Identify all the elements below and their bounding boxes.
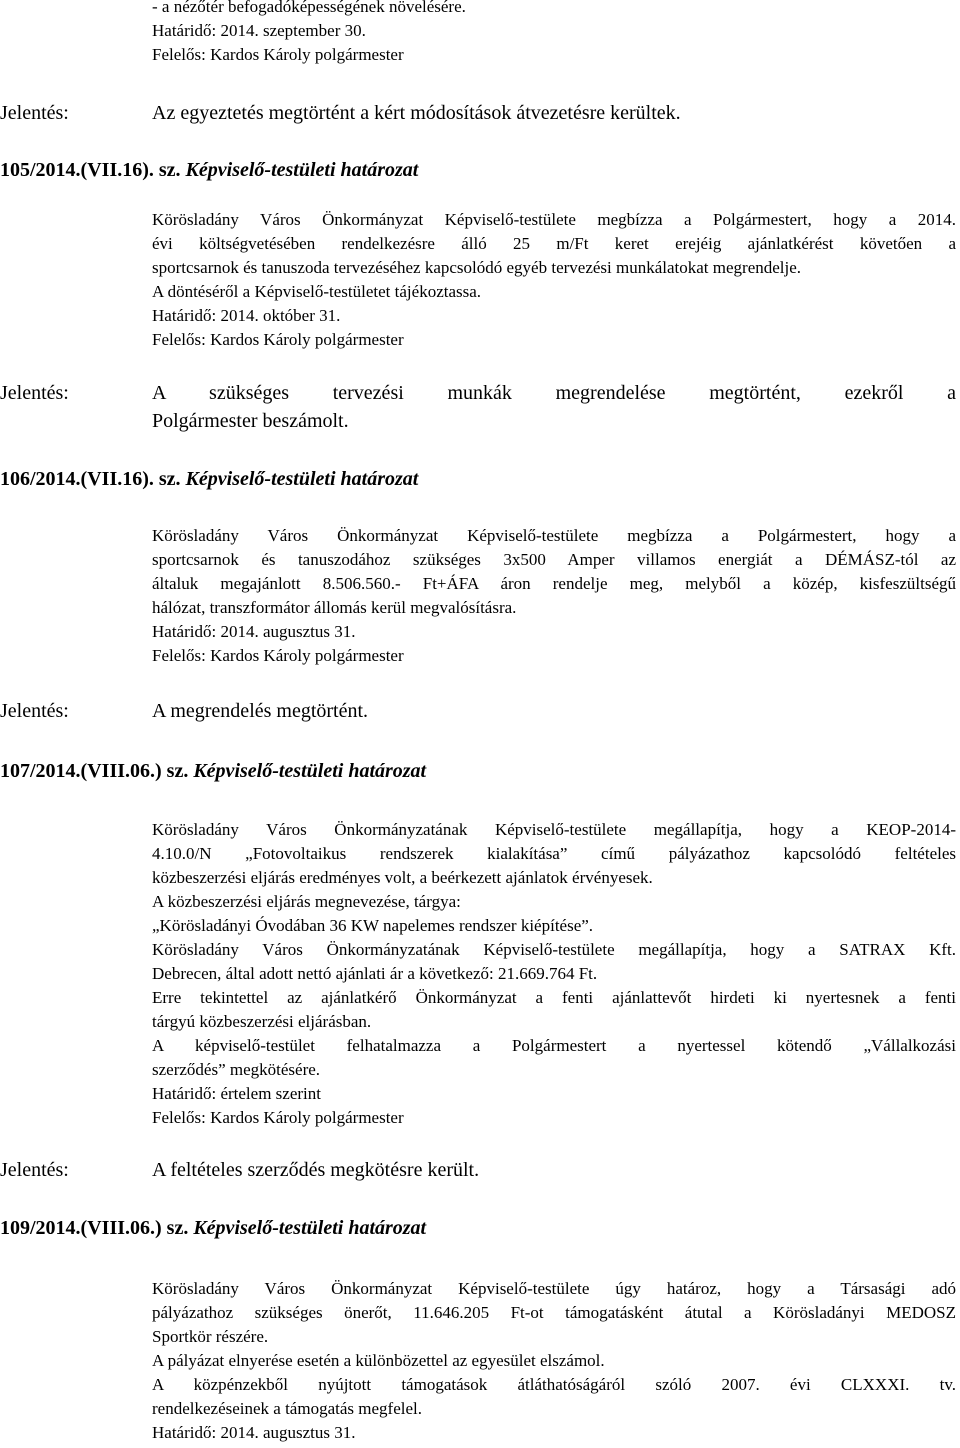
body-text-line: „Körösladányi Óvodában 36 KW napelemes rendszer kiépítése”. xyxy=(152,916,594,935)
body-text-line: A közpénzekből nyújtott támogatások átláthatóságáról szóló 2007. évi CLXXXI. tv. xyxy=(152,1375,956,1394)
responsible-line: Felelős: Kardos Károly polgármester xyxy=(152,45,404,64)
responsible-line: Felelős: Kardos Károly polgármester xyxy=(152,1108,404,1127)
resolution-number: 107/2014.(VIII.06.) sz. xyxy=(0,760,189,782)
body-text-line: Körösladány Város Önkormányzat Képviselő-testülete úgy határoz, hogy a Társasági adó xyxy=(152,1279,956,1298)
body-text-line: A közbeszerzési eljárás megnevezése, tárgya: xyxy=(152,892,461,911)
deadline-line: Határidő: értelem szerint xyxy=(152,1084,321,1103)
report-text: Polgármester beszámolt. xyxy=(152,410,349,432)
body-text-line: sportcsarnok és tanuszoda tervezéséhez kapcsolódó egyéb tervezési munkálatokat megrendelje. xyxy=(152,258,802,277)
report-label: Jelentés: xyxy=(0,102,69,124)
resolution-title: Képviselő-testületi határozat xyxy=(193,760,427,782)
resolution-heading xyxy=(0,758,426,784)
body-text-line: Körösladány Város Önkormányzat Képviselő-testülete megbízza a Polgármestert, hogy a xyxy=(152,526,956,545)
resolution-number: 105/2014.(VII.16). sz. xyxy=(0,159,181,181)
body-text-line: tárgyú közbeszerzési eljárásban. xyxy=(152,1012,372,1031)
resolution-heading xyxy=(0,157,418,183)
report-text: A megrendelés megtörtént. xyxy=(152,700,369,722)
body-text-line: Körösladány Város Önkormányzatának Képviselő-testülete megállapítja, hogy a SATRAX Kft. xyxy=(152,940,956,959)
report-label: Jelentés: xyxy=(0,700,69,722)
report-text: A feltételes szerződés megkötésre került. xyxy=(152,1159,480,1181)
deadline-line: Határidő: 2014. augusztus 31. xyxy=(152,1423,356,1442)
body-text-line: A képviselő-testület felhatalmazza a Polgármestert a nyertessel kötendő „Vállalkozási xyxy=(152,1036,956,1055)
report-text: Az egyeztetés megtörtént a kért módosítások átvezetésre kerültek. xyxy=(152,102,681,124)
body-text-line: Körösladány Város Önkormányzatának Képviselő-testülete megállapítja, hogy a KEOP-2014- xyxy=(152,820,956,839)
report-text: A szükséges tervezési munkák megrendelése megtörtént, ezekről a xyxy=(152,382,956,404)
body-text-line: Debrecen, által adott nettó ajánlati ár a következő: 21.669.764 Ft. xyxy=(152,964,598,983)
body-text-line: hálózat, transzformátor állomás kerül megvalósításra. xyxy=(152,598,517,617)
deadline-line: Határidő: 2014. október 31. xyxy=(152,306,341,325)
body-text-line: A pályázat elnyerése esetén a különbözettel az egyesület elszámol. xyxy=(152,1351,605,1370)
report-label: Jelentés: xyxy=(0,382,69,404)
responsible-line: Felelős: Kardos Károly polgármester xyxy=(152,646,404,665)
body-text-line: pályázathoz szükséges önerőt, 11.646.205 Ft-ot támogatásként átutal a Körösladányi MEDOSZ xyxy=(152,1303,956,1322)
body-text-line: A döntéséről a Képviselő-testületet tájékoztassa. xyxy=(152,282,482,301)
resolution-heading xyxy=(0,1215,426,1241)
body-text-line: sportcsarnok és tanuszodához szükséges 3x500 Amper villamos energiát a DÉMÁSZ-tól az xyxy=(152,550,956,569)
body-text-line: évi költségvetésében rendelkezésre álló 25 m/Ft keret erejéig ajánlatkérést követően a xyxy=(152,234,956,253)
responsible-line: Felelős: Kardos Károly polgármester xyxy=(152,330,404,349)
body-text-line: általuk megajánlott 8.506.560.- Ft+ÁFA áron rendelje meg, melyből a közép, kisfeszültségű xyxy=(152,574,956,593)
resolution-title: Képviselő-testületi határozat xyxy=(185,468,419,490)
deadline-line: Határidő: 2014. szeptember 30. xyxy=(152,21,366,40)
resolution-number: 109/2014.(VIII.06.) sz. xyxy=(0,1217,189,1239)
body-text-line: Körösladány Város Önkormányzat Képviselő-testülete megbízza a Polgármestert, hogy a 2014. xyxy=(152,210,956,229)
resolution-heading xyxy=(0,466,418,492)
resolution-number: 106/2014.(VII.16). sz. xyxy=(0,468,181,490)
body-text-line: 4.10.0/N „Fotovoltaikus rendszerek kialakítása” című pályázathoz kapcsolódó feltételes xyxy=(152,844,956,863)
deadline-line: Határidő: 2014. augusztus 31. xyxy=(152,622,356,641)
body-text-line: szerződés” megkötésére. xyxy=(152,1060,321,1079)
body-text-line: rendelkezéseinek a támogatás megfelel. xyxy=(152,1399,422,1418)
resolution-title: Képviselő-testületi határozat xyxy=(193,1217,427,1239)
resolution-title: Képviselő-testületi határozat xyxy=(185,159,419,181)
body-text-line: Sportkör részére. xyxy=(152,1327,269,1346)
body-text-line: Erre tekintettel az ajánlatkérő Önkormányzat a fenti ajánlattevőt hirdeti ki nyertesnek a fenti xyxy=(152,988,956,1007)
report-label: Jelentés: xyxy=(0,1159,69,1181)
body-text-line: - a nézőtér befogadóképességének növelésére. xyxy=(152,0,466,16)
body-text-line: közbeszerzési eljárás eredményes volt, a beérkezett ajánlatok érvényesek. xyxy=(152,868,653,887)
